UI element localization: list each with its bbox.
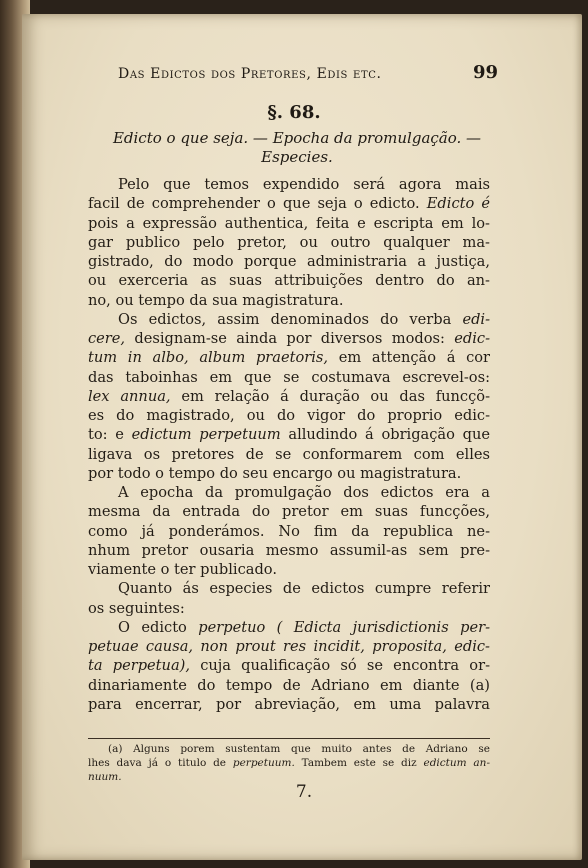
text-line xyxy=(88,387,490,406)
text-span-italic: perpetuo ( Edicta jurisdictionis per- xyxy=(198,618,491,636)
body-text xyxy=(88,175,490,714)
text-span: designam-se ainda por diversos modos: xyxy=(134,330,445,347)
running-title: Das Edictos dos Pretores, Edis etc. xyxy=(118,66,382,82)
footnote xyxy=(88,742,490,784)
text-span-italic: cere, xyxy=(88,330,126,347)
text-span: em attenção á cor xyxy=(338,349,491,367)
text-span: O edicto xyxy=(118,618,187,636)
text-line: no, ou tempo da sua magistratura. xyxy=(88,291,344,309)
text-line: viamente o ter publicado. xyxy=(88,561,277,578)
text-line: das taboinhas em que se costumava escrevel-os: xyxy=(88,368,490,386)
text-line: para encerrar, por abreviação, em uma palavra xyxy=(88,695,490,713)
text-line xyxy=(88,618,490,637)
text-line xyxy=(88,656,490,675)
text-line: Quanto ás especies de edictos cumpre referir xyxy=(118,580,490,598)
text-span: facil de comprehender o que seja o edicto. xyxy=(88,195,420,213)
text-line xyxy=(88,329,490,348)
text-span-italic: Edicto é xyxy=(426,195,491,213)
text-span: cuja qualificação só se encontra or- xyxy=(200,657,491,675)
text-span: lhes dava já o titulo de xyxy=(88,757,227,769)
text-line: pois a expressão authentica, feita e escripta em lo- xyxy=(88,214,490,232)
text-span-italic: edictum perpetuum xyxy=(131,426,281,444)
footnote-line: (a) Alguns porem sustentam que muito antes de Adriano se xyxy=(108,743,490,755)
text-line xyxy=(88,637,490,656)
text-span-italic: perpetuum. xyxy=(232,757,295,769)
text-line: os seguintes: xyxy=(88,599,185,617)
text-span-italic: ta perpetua), xyxy=(88,657,190,675)
signature-mark: 7. xyxy=(295,782,313,802)
text-line xyxy=(88,348,490,367)
text-line xyxy=(88,425,490,444)
text-line: dinariamente do tempo de Adriano em diante (a) xyxy=(88,676,490,694)
text-span: to: e xyxy=(88,426,124,444)
section-number: §. 68. xyxy=(267,102,321,123)
text-span-italic: edictum an- xyxy=(423,757,490,769)
text-line: mesma da entrada do pretor em suas funcções, xyxy=(88,503,490,521)
text-line xyxy=(88,194,490,213)
text-span: em relação á duração ou das funcçõ- xyxy=(181,387,490,405)
text-span-italic: edi- xyxy=(462,310,491,328)
text-line: ou exerceria as suas attribuições dentro do an- xyxy=(88,272,490,290)
text-span: Os edictos, assim denominados do verba xyxy=(118,310,452,328)
section-title-line: Edicto o que seja. — Epocha da promulgação. — xyxy=(112,129,482,147)
text-line: ligava os pretores de se conformarem com elles xyxy=(88,445,490,463)
text-span-italic: petuae causa, non prout res incidit, proposita, edic- xyxy=(88,638,490,655)
text-span-italic: lex annua, xyxy=(88,387,171,405)
text-line: como já ponderámos. No fim da republica ne- xyxy=(88,522,490,540)
text-line: es do magistrado, ou do vigor do proprio edic- xyxy=(88,407,490,424)
text-line: nhum pretor ousaria mesmo assumil-as sem pre- xyxy=(88,541,490,559)
text-line: A epocha da promulgação dos edictos era a xyxy=(118,484,490,501)
text-span-italic: tum in albo, album praetoris, xyxy=(88,349,329,367)
text-line: gistrado, do modo porque administraria a justiça, xyxy=(88,253,490,270)
section-title-line: Especies. xyxy=(261,148,333,166)
text-span-italic: edic- xyxy=(454,330,491,347)
text-span-italic: nuum. xyxy=(88,771,122,783)
section-title xyxy=(102,129,492,167)
text-line xyxy=(88,310,490,329)
text-span: alludindo á obrigação que xyxy=(288,426,490,444)
footnote-line xyxy=(88,756,490,770)
page-number: 99 xyxy=(472,62,498,83)
text-line: gar publico pelo pretor, ou outro qualquer ma- xyxy=(88,233,490,251)
text-line: por todo o tempo do seu encargo ou magistratura. xyxy=(88,464,462,482)
running-header xyxy=(118,62,498,83)
footnote-rule xyxy=(88,738,490,739)
text-line: Pelo que temos expendido será agora mais xyxy=(118,176,490,193)
text-span: Tambem este se diz xyxy=(301,757,417,769)
